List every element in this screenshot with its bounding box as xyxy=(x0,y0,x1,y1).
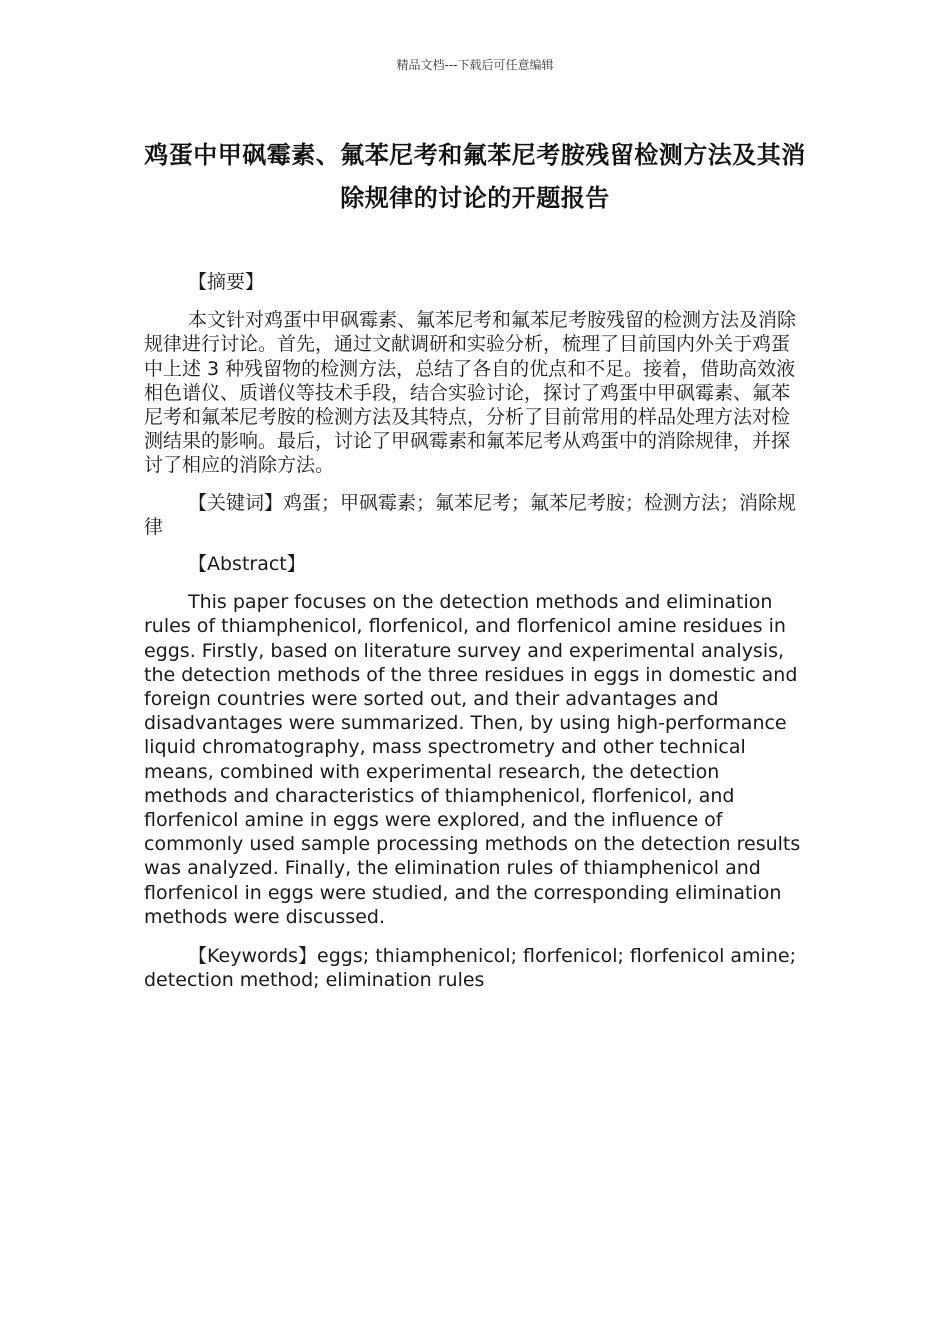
document-title: 鸡蛋中甲砜霉素、氟苯尼考和氟苯尼考胺残留检测方法及其消除规律的讨论的开题报告 xyxy=(144,141,806,212)
abstract-en-body: This paper focuses on the detection methods and elimination rules of thiamphenicol, florfenicol, and florfenicol amine residues in eggs. Firstly, based on literature survey and experimental analysis, the detection methods of the three residues in eggs in domestic and foreign countries were sorted out, and their advantages and disadvantages were summarized. Then, by using high-performance liquid chromatography, mass spectrometry and other technical means, combined with experimental research, the detection methods and characteristics of thiamphenicol, florfenicol, and florfenicol amine in eggs were explored, and the influence of commonly used sample processing methods on the detection results was analyzed. Finally, the elimination rules of thiamphenicol and florfenicol in eggs were studied, and the corresponding elimination methods were discussed. xyxy=(144,591,801,928)
abstract-en-label: 【Abstract】 xyxy=(188,553,306,576)
keywords-en: 【Keywords】eggs; thiamphenicol; florfenicol; florfenicol amine; detection method; elimination rules xyxy=(144,945,796,992)
abstract-cn-body: 本文针对鸡蛋中甲砜霉素、氟苯尼考和氟苯尼考胺残留的检测方法及消除规律进行讨论。首先，通过文献调研和实验分析，梳理了目前国内外关于鸡蛋中上述 3 种残留物的检测方法，总结了各自的优点和不足。接着，借助高效液相色谱仪、质谱仪等技术手段，结合实验讨论，探讨了鸡蛋中甲砜霉素、氟苯尼考和氟苯尼考胺的检测方法及其特点，分析了目前常用的样品处理方法对检测结果的影响。最后，讨论了甲砜霉素和氟苯尼考从鸡蛋中的消除规律，并探讨了相应的消除方法。 xyxy=(144,309,797,477)
page-header: 精品文档---下载后可任意编辑 xyxy=(396,58,554,72)
document-body xyxy=(144,270,808,1007)
keywords-cn: 【关键词】鸡蛋；甲砜霉素；氟苯尼考；氟苯尼考胺；检测方法；消除规律 xyxy=(144,491,797,538)
abstract-cn-label: 【摘要】 xyxy=(188,271,265,293)
